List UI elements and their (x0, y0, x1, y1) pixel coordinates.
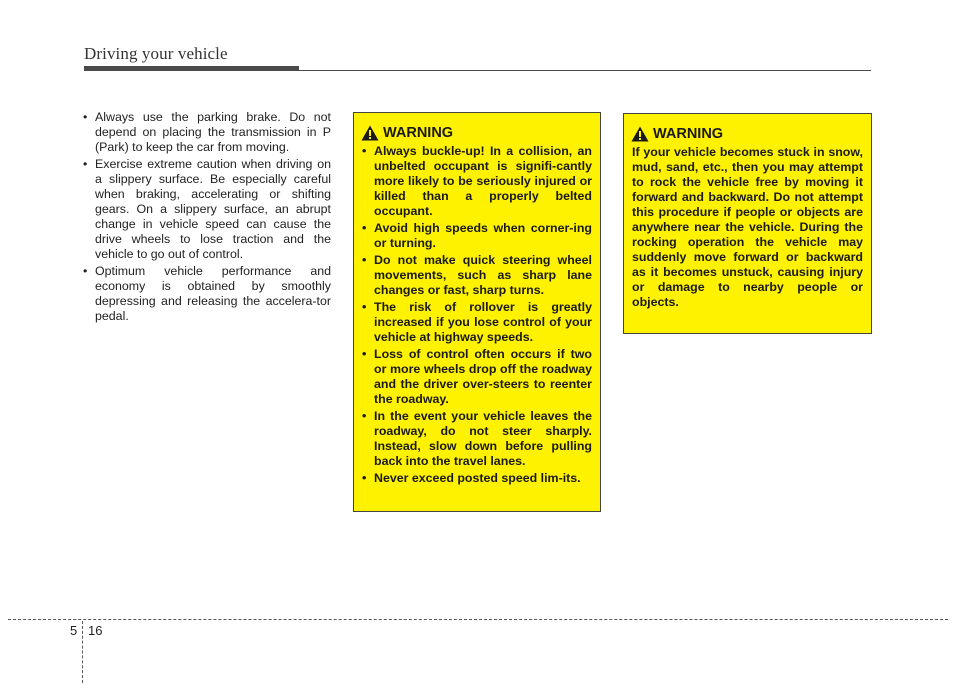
warning-title: WARNING (653, 126, 724, 142)
warning-item-text: In the event your vehicle leaves the roadway, do not steer sharply. Instead, slow down before pulling back into the travel lanes. (374, 409, 592, 468)
page-number: 16 (88, 623, 103, 638)
warning-item-text: Always buckle-up! In a collision, an unbelted occupant is signifi-cantly more likely to be seriously injured or killed than a properly belted occupant. (374, 144, 592, 218)
footer-vertical-divider (82, 621, 83, 683)
warning-item-text: Loss of control often occurs if two or more wheels drop off the roadway and the driver over-steers to reenter the roadway. (374, 347, 592, 406)
warning-title: WARNING (383, 125, 454, 141)
warning-item (361, 347, 592, 407)
header-rule-thick (84, 66, 299, 71)
bullet: • (362, 471, 367, 485)
bullet: • (362, 221, 367, 235)
warning-item-text: The risk of rollover is greatly increased if you lose control of your vehicle at highway speeds. (374, 300, 592, 344)
bullet: • (83, 157, 88, 171)
list-item-text: Optimum vehicle performance and economy is obtained by smoothly depressing and releasing the accelera-tor pedal. (95, 264, 331, 323)
warning-triangle-icon (361, 125, 379, 141)
bullet: • (362, 144, 367, 158)
warning-item (361, 253, 592, 298)
left-column-list (82, 110, 331, 326)
warning-item (361, 221, 592, 251)
bullet: • (362, 253, 367, 267)
bullet: • (362, 409, 367, 423)
warning-box-stuck-vehicle (623, 113, 872, 334)
bullet: • (362, 300, 367, 314)
warning-header (631, 124, 863, 144)
warning-triangle-icon (631, 126, 649, 142)
warning-item-text: Avoid high speeds when corner-ing or turning. (374, 221, 592, 250)
warning-item (361, 300, 592, 345)
bullet: • (83, 264, 88, 278)
section-title: Driving your vehicle (84, 44, 228, 63)
header-rule-thin (299, 70, 871, 71)
warning-item (361, 409, 592, 469)
list-item (82, 157, 331, 262)
list-item (82, 264, 331, 324)
warning-item (361, 471, 592, 486)
warning-item-text: Do not make quick steering wheel movements, such as sharp lane changes or fast, sharp turns. (374, 253, 592, 297)
bullet: • (83, 110, 88, 124)
list-item-text: Always use the parking brake. Do not depend on placing the transmission in P (Park) to keep the car from moving. (95, 110, 331, 154)
warning-header (361, 123, 592, 143)
warning-item (361, 144, 592, 219)
warning-item-text: Never exceed posted speed lim-its. (374, 471, 581, 485)
footer-divider (8, 619, 948, 620)
warning-box-rollover (353, 112, 601, 512)
warning-text: If your vehicle becomes stuck in snow, mud, sand, etc., then you may attempt to rock the vehicle free by moving it forward and backward. Do not attempt this procedure if people or objects are anywhere near the vehicle. During the rocking operation the vehicle may suddenly move forward or backward as it becomes unstuck, causing injury or damage to nearby people or objects. (632, 145, 863, 309)
bullet: • (362, 347, 367, 361)
chapter-number: 5 (70, 623, 78, 638)
list-item (82, 110, 331, 155)
warning-list (361, 144, 592, 486)
list-item-text: Exercise extreme caution when driving on a slippery surface. Be especially careful when braking, accelerating or shifting gears. On a slippery surface, an abrupt change in vehicle speed can cause the drive wheels to lose traction and the vehicle to go out of control. (95, 157, 331, 261)
